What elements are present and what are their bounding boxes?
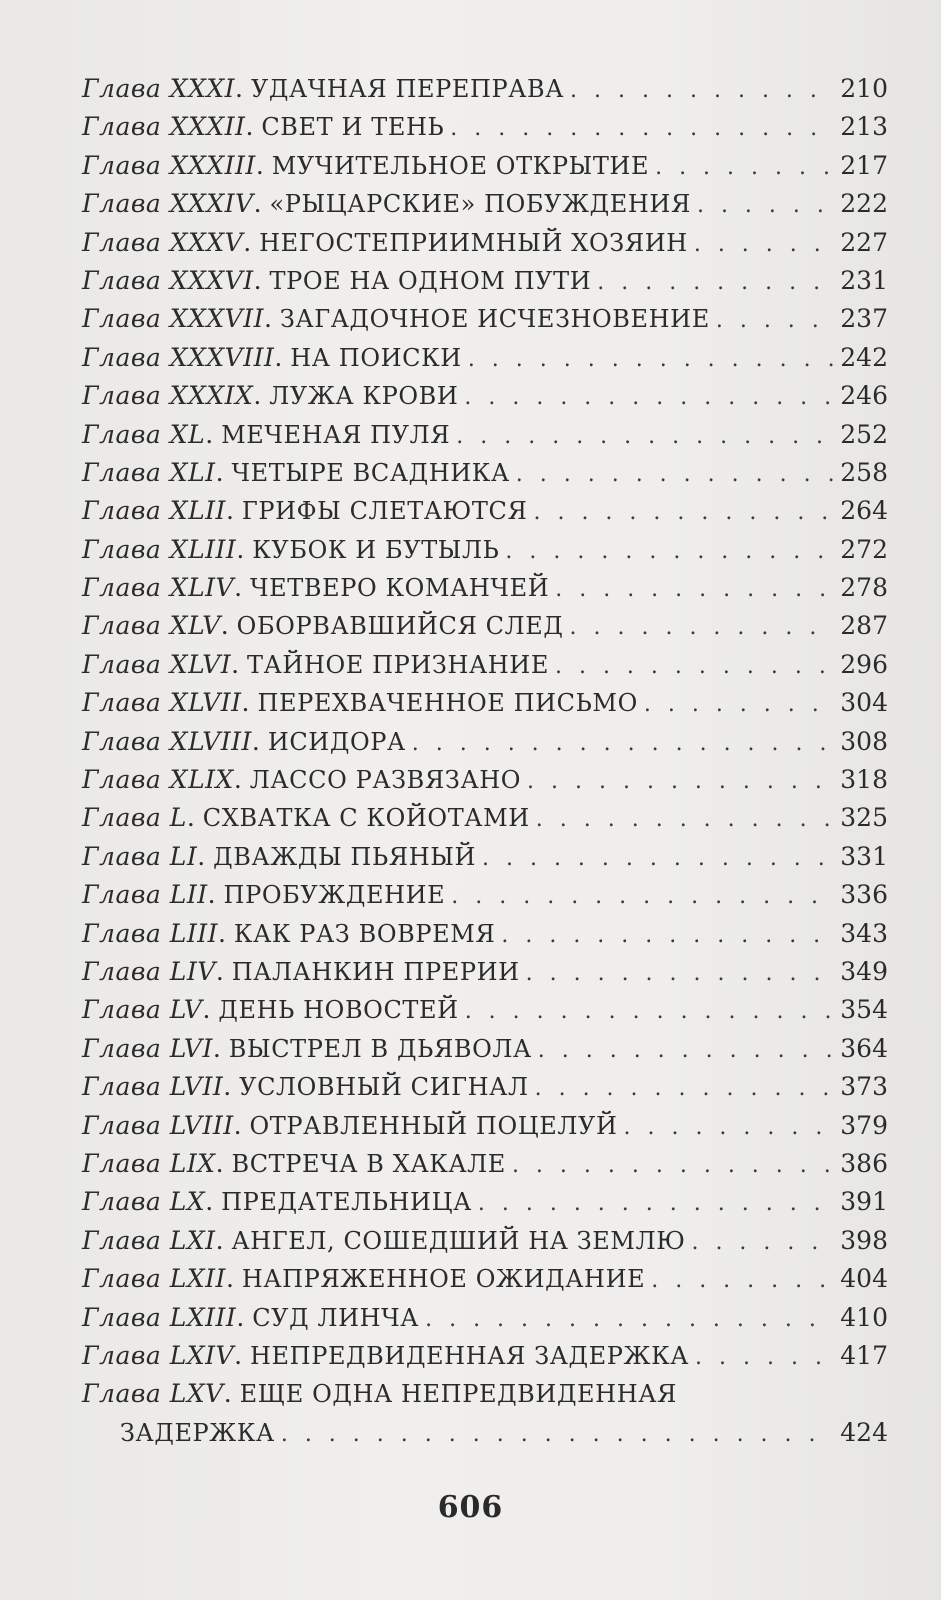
chapter-label: Глава XLV bbox=[82, 611, 221, 641]
chapter-title: УСЛОВНЫЙ СИГНАЛ bbox=[239, 1073, 529, 1102]
leader-dots bbox=[501, 917, 834, 955]
chapter-label: Глава XXXIV bbox=[82, 189, 254, 219]
chapter-label: Глава LVIII bbox=[82, 1110, 234, 1140]
leader-dots bbox=[644, 686, 834, 724]
chapter-label: Глава LXIV bbox=[82, 1340, 235, 1370]
chapter-separator: . bbox=[253, 381, 270, 411]
chapter-page: 364 bbox=[840, 1033, 888, 1063]
chapter-separator: . bbox=[236, 1302, 253, 1332]
leader-dots bbox=[716, 302, 834, 340]
chapter-label: Глава XLIV bbox=[82, 573, 235, 603]
chapter-page: 404 bbox=[840, 1264, 888, 1294]
toc-entry bbox=[82, 377, 888, 415]
chapter-title: НАПРЯЖЕННОЕ ОЖИДАНИЕ bbox=[241, 1265, 646, 1294]
chapter-separator: . bbox=[236, 534, 253, 564]
chapter-page: 210 bbox=[840, 74, 888, 103]
chapter-page: 252 bbox=[840, 419, 888, 449]
chapter-title: ТАЙНОЕ ПРИЗНАНИЕ bbox=[247, 650, 549, 679]
chapter-separator: . bbox=[205, 419, 222, 449]
chapter-page: 325 bbox=[840, 803, 888, 833]
chapter-page: 343 bbox=[840, 918, 888, 948]
chapter-page: 373 bbox=[840, 1072, 888, 1102]
toc-entry bbox=[82, 185, 888, 223]
chapter-separator: . bbox=[202, 995, 219, 1025]
chapter-separator: . bbox=[225, 496, 242, 526]
leader-dots bbox=[538, 1032, 834, 1070]
chapter-title: СХВАТКА С КОЙОТАМИ bbox=[202, 804, 530, 833]
toc-entry bbox=[82, 454, 888, 492]
toc-entry bbox=[82, 416, 888, 454]
chapter-separator: . bbox=[223, 1072, 240, 1102]
chapter-label: Глава XXXIII bbox=[82, 150, 256, 180]
leader-dots bbox=[651, 1262, 834, 1300]
leader-dots bbox=[526, 955, 834, 993]
chapter-label: Глава LV bbox=[82, 995, 203, 1025]
chapter-title: СВЕТ И ТЕНЬ bbox=[261, 113, 445, 142]
chapter-title: СУД ЛИНЧА bbox=[252, 1303, 420, 1332]
chapter-title-continued: ЗАДЕРЖКА bbox=[120, 1418, 275, 1447]
chapter-page: 296 bbox=[840, 649, 888, 679]
chapter-label: Глава XXXI bbox=[82, 74, 236, 103]
chapter-page: 304 bbox=[840, 688, 888, 718]
leader-dots bbox=[468, 341, 834, 379]
chapter-label: Глава XXXIX bbox=[82, 381, 254, 411]
chapter-separator: . bbox=[215, 457, 232, 487]
toc-entry bbox=[82, 1107, 888, 1145]
leader-dots bbox=[655, 149, 834, 187]
leader-dots bbox=[516, 456, 834, 494]
toc-entry bbox=[82, 799, 888, 837]
leader-dots bbox=[535, 1070, 834, 1108]
leader-dots bbox=[555, 571, 834, 609]
toc-entry bbox=[82, 1030, 888, 1068]
chapter-label: Глава XXXVII bbox=[82, 304, 264, 334]
toc-entry bbox=[82, 569, 888, 607]
chapter-separator: . bbox=[215, 956, 232, 986]
chapter-separator: . bbox=[253, 265, 270, 295]
chapter-title: ДВАЖДЫ ПЬЯНЫЙ bbox=[213, 842, 476, 871]
chapter-title: НЕГОСТЕПРИИМНЫЙ ХОЗЯИН bbox=[259, 228, 688, 257]
chapter-separator: . bbox=[225, 1264, 242, 1294]
chapter-page: 349 bbox=[840, 956, 888, 986]
chapter-label: Глава LIII bbox=[82, 918, 219, 948]
leader-dots bbox=[697, 187, 834, 225]
leader-dots bbox=[425, 1301, 834, 1339]
leader-dots bbox=[450, 110, 834, 148]
chapter-title: ЕЩЕ ОДНА НЕПРЕДВИДЕННАЯ bbox=[239, 1380, 677, 1409]
toc-entry bbox=[82, 1145, 888, 1183]
chapter-page: 287 bbox=[840, 611, 888, 641]
chapter-title: УДАЧНАЯ ПЕРЕПРАВА bbox=[250, 75, 565, 103]
chapter-separator: . bbox=[205, 1187, 222, 1217]
chapter-label: Глава LVII bbox=[82, 1072, 224, 1102]
leader-dots bbox=[412, 725, 834, 763]
chapter-label: Глава XLVI bbox=[82, 649, 232, 679]
toc-entry bbox=[82, 300, 888, 338]
chapter-label: Глава XLIII bbox=[82, 534, 237, 564]
chapter-page: 237 bbox=[840, 304, 888, 334]
chapter-separator: . bbox=[223, 1379, 240, 1409]
leader-dots bbox=[512, 1147, 834, 1185]
chapter-separator: . bbox=[234, 573, 251, 603]
chapter-separator: . bbox=[215, 1148, 232, 1178]
toc-entry bbox=[82, 1222, 888, 1260]
chapter-page: 272 bbox=[840, 534, 888, 564]
chapter-page: 398 bbox=[840, 1225, 888, 1255]
chapter-title: ДЕНЬ НОВОСТЕЙ bbox=[218, 996, 459, 1025]
chapter-page: 410 bbox=[840, 1302, 888, 1332]
chapter-label: Глава XXXVI bbox=[82, 265, 254, 295]
chapter-separator: . bbox=[218, 918, 234, 948]
chapter-page: 391 bbox=[840, 1187, 888, 1217]
leader-dots bbox=[555, 648, 834, 686]
leader-dots bbox=[505, 533, 834, 571]
toc-entry bbox=[82, 761, 888, 799]
chapter-separator: . bbox=[186, 803, 203, 833]
chapter-label: Глава XL bbox=[82, 419, 206, 449]
chapter-title: КАК РАЗ ВОВРЕМЯ bbox=[233, 919, 496, 948]
chapter-title: ОБОРВАВШИЙСЯ СЛЕД bbox=[236, 612, 564, 641]
chapter-page: 354 bbox=[840, 995, 888, 1025]
toc-entry bbox=[82, 1183, 888, 1221]
chapter-page: 308 bbox=[840, 726, 888, 756]
chapter-title: ЛАССО РАЗВЯЗАНО bbox=[249, 766, 522, 795]
chapter-separator: . bbox=[231, 649, 248, 679]
chapter-title: КУБОК И БУТЫЛЬ bbox=[252, 535, 500, 564]
toc-entry bbox=[82, 224, 888, 262]
chapter-label: Глава XXXVIII bbox=[82, 342, 275, 372]
chapter-label: Глава LVI bbox=[82, 1033, 213, 1063]
chapter-title: ЗАГАДОЧНОЕ ИСЧЕЗНОВЕНИЕ bbox=[279, 305, 710, 334]
toc-entry bbox=[82, 915, 888, 953]
toc-entry bbox=[82, 953, 888, 991]
chapter-page: 318 bbox=[840, 765, 888, 795]
leader-dots bbox=[597, 264, 834, 302]
chapter-label: Глава LIV bbox=[82, 956, 216, 986]
chapter-title: ОТРАВЛЕННЫЙ ПОЦЕЛУЙ bbox=[249, 1111, 618, 1140]
chapter-page: 278 bbox=[840, 573, 888, 603]
chapter-label: Глава XLIX bbox=[82, 765, 234, 795]
chapter-label: Глава XLVIII bbox=[82, 726, 252, 756]
toc-entry bbox=[82, 646, 888, 684]
leader-dots bbox=[478, 1185, 834, 1223]
chapter-title: ГРИФЫ СЛЕТАЮТСЯ bbox=[241, 497, 528, 526]
toc-entry bbox=[82, 876, 888, 914]
chapter-title: ЧЕТЫРЕ ВСАДНИКА bbox=[231, 458, 510, 487]
chapter-title: НЕПРЕДВИДЕННАЯ ЗАДЕРЖКА bbox=[250, 1341, 690, 1370]
toc-entry bbox=[82, 723, 888, 761]
toc-entry bbox=[82, 1260, 888, 1298]
chapter-title: «РЫЦАРСКИЕ» ПОБУЖДЕНИЯ bbox=[269, 190, 691, 219]
toc-entry bbox=[82, 991, 888, 1029]
chapter-label: Глава L bbox=[82, 803, 187, 833]
chapter-page: 386 bbox=[840, 1148, 888, 1178]
chapter-separator: . bbox=[233, 765, 250, 795]
chapter-separator: . bbox=[253, 189, 270, 219]
leader-dots bbox=[695, 1339, 834, 1377]
toc-entry bbox=[82, 838, 888, 876]
chapter-page: 213 bbox=[840, 112, 888, 142]
chapter-title: ПРЕДАТЕЛЬНИЦА bbox=[221, 1188, 472, 1217]
leader-dots bbox=[465, 993, 834, 1031]
chapter-title: ИСИДОРА bbox=[267, 727, 406, 756]
toc-entry bbox=[82, 1337, 888, 1375]
leader-dots bbox=[464, 379, 834, 417]
chapter-title: ЧЕТВЕРО КОМАНЧЕЙ bbox=[250, 574, 550, 603]
toc-entry bbox=[82, 70, 888, 108]
chapter-separator: . bbox=[235, 74, 251, 103]
chapter-label: Глава LX bbox=[82, 1187, 206, 1217]
chapter-separator: . bbox=[207, 880, 224, 910]
chapter-page: 379 bbox=[840, 1110, 888, 1140]
chapter-page: 417 bbox=[840, 1340, 888, 1370]
chapter-separator: . bbox=[212, 1033, 229, 1063]
chapter-title: ПРОБУЖДЕНИЕ bbox=[223, 881, 446, 910]
chapter-separator: . bbox=[234, 1340, 251, 1370]
chapter-page: 424 bbox=[840, 1417, 888, 1447]
chapter-separator: . bbox=[197, 841, 214, 871]
toc-entry bbox=[82, 684, 888, 722]
leader-dots bbox=[482, 840, 834, 878]
chapter-separator: . bbox=[233, 1110, 250, 1140]
chapter-separator: . bbox=[215, 1225, 232, 1255]
toc-entry bbox=[82, 1299, 888, 1337]
chapter-page: 231 bbox=[840, 265, 888, 295]
toc-entry bbox=[82, 531, 888, 569]
chapter-label: Глава XXXV bbox=[82, 227, 244, 257]
chapter-title: НА ПОИСКИ bbox=[290, 343, 462, 372]
chapter-separator: . bbox=[245, 112, 262, 142]
chapter-label: Глава LI bbox=[82, 841, 198, 871]
chapter-page: 227 bbox=[840, 227, 888, 257]
toc-entry bbox=[82, 1375, 888, 1452]
table-of-contents bbox=[82, 70, 888, 1452]
chapter-label: Глава XLI bbox=[82, 457, 216, 487]
page-number: 606 bbox=[437, 1490, 504, 1525]
chapter-label: Глава LXIII bbox=[82, 1302, 237, 1332]
chapter-title: ЛУЖА КРОВИ bbox=[269, 382, 459, 411]
toc-entry bbox=[82, 108, 888, 146]
chapter-title: ПЕРЕХВАЧЕННОЕ ПИСЬМО bbox=[257, 689, 638, 718]
leader-dots bbox=[694, 226, 834, 264]
leader-dots bbox=[533, 494, 834, 532]
chapter-separator: . bbox=[243, 227, 260, 257]
leader-dots bbox=[691, 1224, 834, 1262]
chapter-title: АНГЕЛ, СОШЕДШИЙ НА ЗЕМЛЮ bbox=[231, 1226, 686, 1255]
chapter-label: Глава LII bbox=[82, 880, 208, 910]
chapter-label: Глава LIX bbox=[82, 1148, 216, 1178]
chapter-page: 258 bbox=[840, 457, 888, 487]
toc-entry bbox=[82, 607, 888, 645]
chapter-page: 336 bbox=[840, 880, 888, 910]
chapter-page: 264 bbox=[840, 496, 888, 526]
chapter-label: Глава XLVII bbox=[82, 688, 242, 718]
leader-dots bbox=[623, 1109, 834, 1147]
chapter-page: 217 bbox=[840, 150, 888, 180]
chapter-separator: . bbox=[251, 726, 268, 756]
chapter-label: Глава XXXII bbox=[82, 112, 246, 142]
chapter-page: 246 bbox=[840, 381, 888, 411]
toc-entry bbox=[82, 147, 888, 185]
leader-dots bbox=[281, 1416, 834, 1454]
toc-entry bbox=[82, 339, 888, 377]
chapter-label: Глава XLII bbox=[82, 496, 226, 526]
leader-dots bbox=[527, 763, 834, 801]
chapter-page: 222 bbox=[840, 189, 888, 219]
chapter-title: ТРОЕ НА ОДНОМ ПУТИ bbox=[269, 266, 592, 295]
chapter-label: Глава LXI bbox=[82, 1225, 216, 1255]
leader-dots bbox=[451, 878, 834, 916]
chapter-label: Глава LXV bbox=[82, 1379, 224, 1409]
chapter-title: ВСТРЕЧА В ХАКАЛЕ bbox=[231, 1149, 506, 1178]
toc-entry bbox=[82, 492, 888, 530]
chapter-title: МУЧИТЕЛЬНОЕ ОТКРЫТИЕ bbox=[271, 151, 650, 180]
toc-entry bbox=[82, 262, 888, 300]
leader-dots bbox=[570, 609, 834, 647]
toc-entry bbox=[82, 1068, 888, 1106]
leader-dots bbox=[456, 418, 834, 456]
chapter-page: 331 bbox=[840, 841, 888, 871]
chapter-title: ВЫСТРЕЛ В ДЬЯВОЛА bbox=[228, 1034, 532, 1063]
chapter-separator: . bbox=[241, 688, 258, 718]
chapter-page: 242 bbox=[840, 342, 888, 372]
chapter-label: Глава LXII bbox=[82, 1264, 226, 1294]
leader-dots bbox=[536, 801, 834, 839]
chapter-title: МЕЧЕНАЯ ПУЛЯ bbox=[221, 420, 451, 449]
chapter-separator: . bbox=[263, 304, 280, 334]
leader-dots bbox=[570, 72, 834, 110]
chapter-separator: . bbox=[274, 342, 291, 372]
chapter-title: ПАЛАНКИН ПРЕРИИ bbox=[231, 957, 520, 986]
chapter-separator: . bbox=[220, 611, 237, 641]
chapter-separator: . bbox=[255, 150, 272, 180]
